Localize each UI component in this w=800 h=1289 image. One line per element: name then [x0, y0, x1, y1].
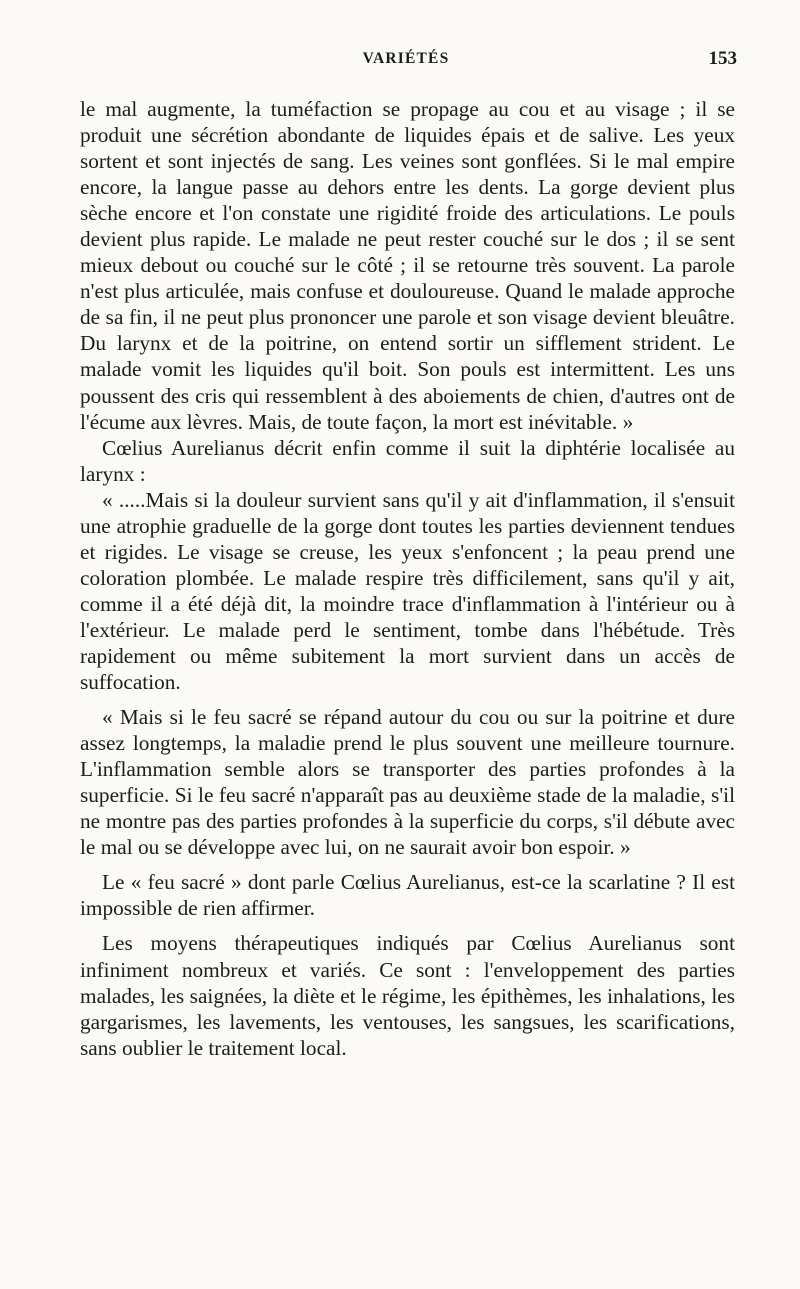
- paragraph-therapeutics: Les moyens thérapeutiques indiqués par Cœlius Aurelianus sont infiniment nombreux et variés. Ce sont : l'enveloppement des parties malades, les saignées, la diète et le régime, les épithèmes, les inhalations, les gargarismes, les lavements, les ventouses, les sangsues, les scarifications, sans oublier le traitement local.: [80, 931, 735, 1060]
- running-title: VARIÉTÉS: [362, 50, 450, 67]
- paragraph-quote-larynx: « .....Mais si la douleur survient sans qu'il y ait d'inflammation, il s'ensuit une atrophie graduelle de la gorge dont toutes les parties deviennent tendues et rigides. Le visage se creuse, les yeux s'enfoncent ; la peau prend une coloration plombée. Le malade respire très difficilement, sans qu'il y ait, comme il a été déjà dit, la moindre trace d'inflammation à l'intérieur ou à l'extérieur. Le malade perd le sentiment, tombe dans l'hébétude. Très rapidement ou même subitement la mort survient dans un accès de suffocation.: [80, 487, 735, 695]
- paragraph-scarlatine: Le « feu sacré » dont parle Cœlius Aurelianus, est-ce la scarlatine ? Il est impossible de rien affirmer.: [80, 870, 735, 921]
- paragraph-quote-feu-sacre: « Mais si le feu sacré se répand autour du cou ou sur la poitrine et dure assez longtemps, la maladie prend le plus souvent une meilleure tournure. L'inflammation semble alors se transporter des parties profondes à la superficie. Si le feu sacré n'apparaît pas au deuxième stade de la maladie, s'il ne montre pas des parties profondes à la superficie du corps, s'il débute avec le mal ou se développe avec lui, on ne saurait avoir bon espoir. »: [80, 705, 735, 860]
- page-number: 153: [708, 48, 737, 69]
- body-text: [80, 96, 735, 1061]
- paragraph-continuation: le mal augmente, la tuméfaction se propage au cou et au visage ; il se produit une sécrétion abondante de liquides épais et de salive. Les yeux sortent et sont injectés de sang. Les veines sont gonflées. Si le mal empire encore, la langue passe au dehors entre les dents. La gorge devient plus sèche encore et l'on constate une rigidité froide des articulations. Le pouls devient plus rapide. Le malade ne peut rester couché sur le dos ; il se sent mieux debout ou couché sur le côté ; il se retourne très souvent. La parole n'est plus articulée, mais confuse et douloureuse. Quand le malade approche de sa fin, il ne peut plus prononcer une parole et son visage devient bleuâtre. Du larynx et de la poitrine, on entend sortir un sifflement strident. Le malade vomit les liquides qu'il boit. Son pouls est intermittent. Les uns poussent des cris qui ressemblent à des aboiements de chien, d'autres ont de l'écume aux lèvres. Mais, de toute façon, la mort est inévitable. »: [80, 97, 735, 434]
- paragraph-intro-larynx: Cœlius Aurelianus décrit enfin comme il suit la diphtérie localisée au larynx :: [80, 435, 735, 486]
- running-head: [78, 48, 737, 76]
